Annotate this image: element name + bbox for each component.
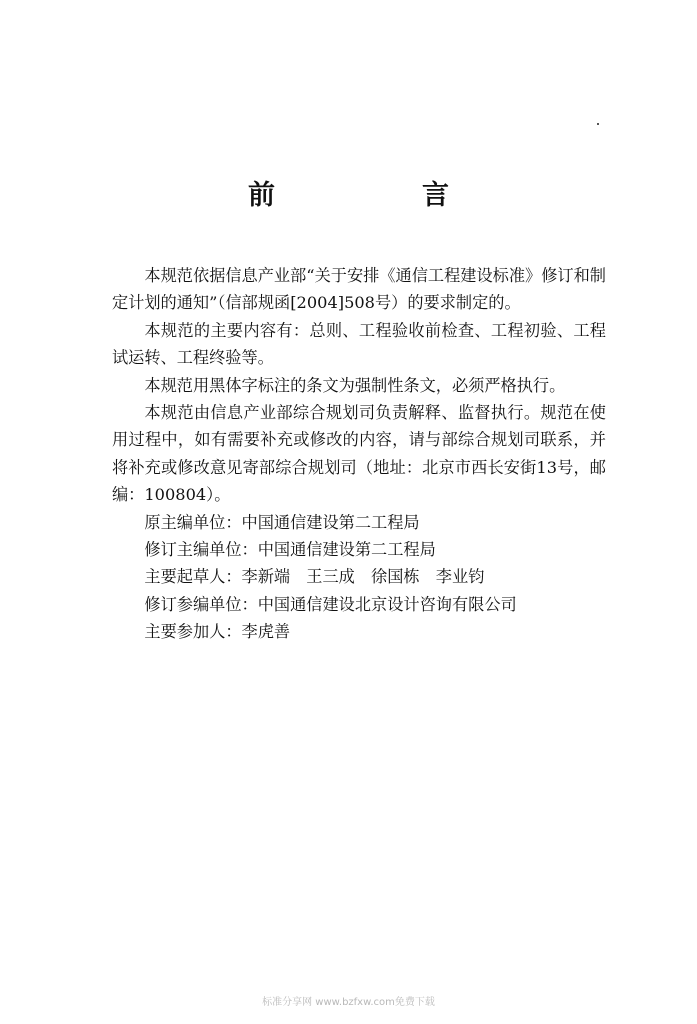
credit-participants: 主要参加人：李虎善 xyxy=(144,622,291,642)
scan-speck xyxy=(597,123,599,125)
credit-drafters: 主要起草人：李新端 王三成 徐国栋 李业钧 xyxy=(144,567,485,587)
watermark: 标准分享网 www.bzfxw.com免费下载 xyxy=(262,997,435,1008)
credit-original-editor: 原主编单位：中国通信建设第二工程局 xyxy=(144,512,420,532)
preface-body xyxy=(112,262,606,646)
page-title: 前 言 xyxy=(248,180,509,211)
paragraph-interpretation: 本规范由信息产业部综合规划司负责解释、监督执行。规范在使用过程中，如有需要补充或修改的内容，请与部综合规划司联系，并将补充或修改意见寄部综合规划司（地址：北京市西长安街13号，邮编：100804）。 xyxy=(112,403,606,505)
paragraph-basis: 本规范依据信息产业部“关于安排《通信工程建设标准》修订和制定计划的通知”（信部规函[2004]508号）的要求制定的。 xyxy=(112,266,606,313)
credit-participating-unit: 修订参编单位：中国通信建设北京设计咨询有限公司 xyxy=(144,594,517,614)
paragraph-contents: 本规范的主要内容有：总则、工程验收前检查、工程初验、工程试运转、工程终验等。 xyxy=(112,320,606,368)
paragraph-mandatory: 本规范用黑体字标注的条文为强制性条文，必须严格执行。 xyxy=(144,375,566,395)
credit-revision-editor: 修订主编单位：中国通信建设第二工程局 xyxy=(144,540,436,560)
